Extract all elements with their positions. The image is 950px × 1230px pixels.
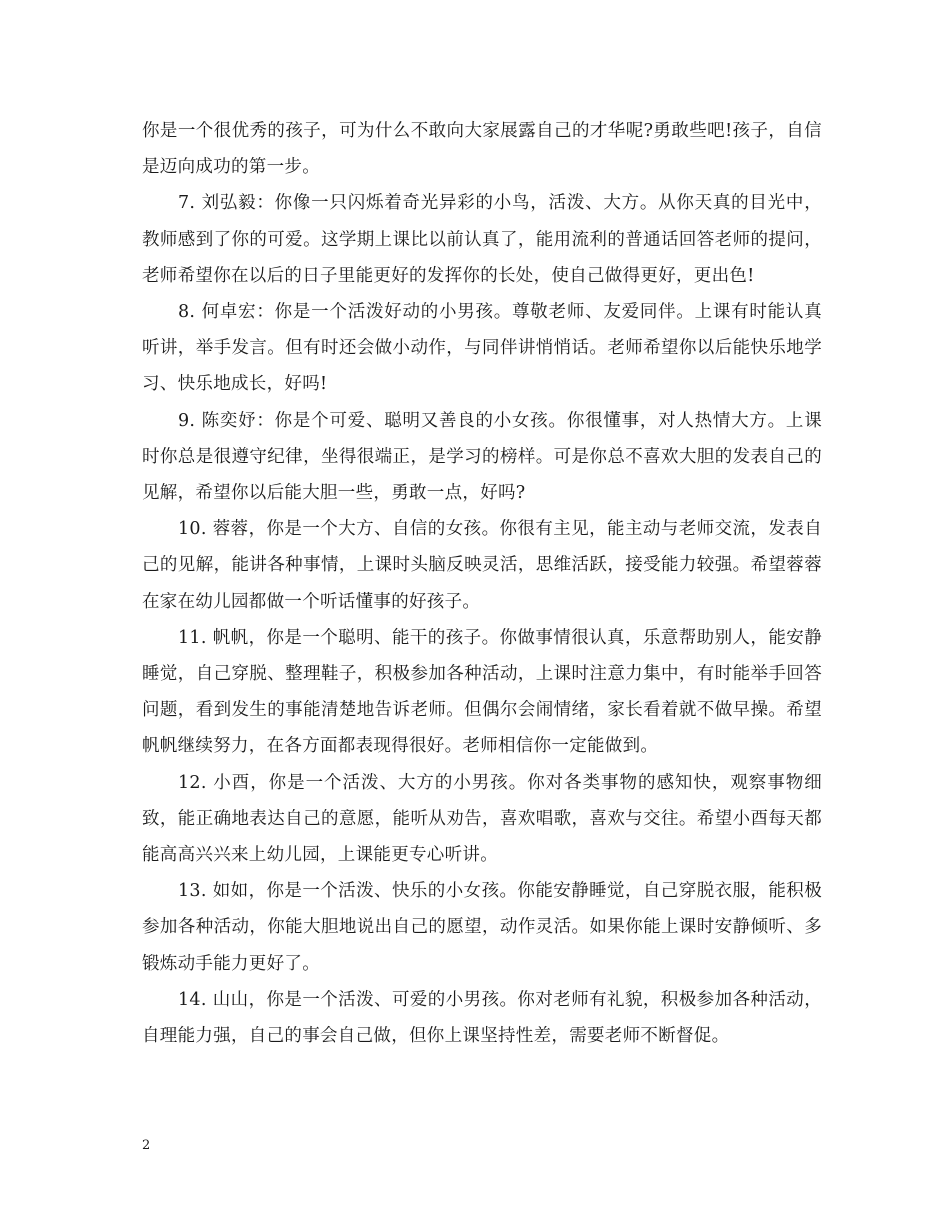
document-body: [142, 113, 822, 1054]
paragraph-comment-10: 10. 蓉蓉，你是一个大方、自信的女孩。你很有主见，能主动与老师交流，发表自己的见解，能讲各种事情，上课时头脑反映灵活，思维活跃，接受能力较强。希望蓉蓉在家在幼儿园都做一个听话懂事的好孩子。: [142, 519, 822, 612]
paragraph-continuation: 你是一个很优秀的孩子，可为什么不敢向大家展露自己的才华呢?勇敢些吧!孩子，自信是迈向成功的第一步。: [142, 121, 822, 178]
paragraph-comment-9: 9. 陈奕妤：你是个可爱、聪明又善良的小女孩。你很懂事，对人热情大方。上课时你总是很遵守纪律，坐得很端正，是学习的榜样。可是你总不喜欢大胆的发表自己的见解，希望你以后能大胆一些，勇敢一点，好吗?: [142, 410, 822, 504]
paragraph-comment-11: 11. 帆帆，你是一个聪明、能干的孩子。你做事情很认真，乐意帮助别人，能安静睡觉，自己穿脱、整理鞋子，积极参加各种活动，上课时注意力集中，有时能举手回答问题，看到发生的事能清楚地告诉老师。但偶尔会闹情绪，家长看着就不做早操。希望帆帆继续努力，在各方面都表现得很好。老师相信你一定能做到。: [142, 627, 822, 757]
paragraph-comment-8: 8. 何卓宏：你是一个活泼好动的小男孩。尊敬老师、友爱同伴。上课有时能认真听讲，举手发言。但有时还会做小动作，与同伴讲悄悄话。老师希望你以后能快乐地学习、快乐地成长，好吗!: [142, 302, 822, 395]
paragraph-comment-14: 14. 山山，你是一个活泼、可爱的小男孩。你对老师有礼貌，积极参加各种活动， 自理能力强，自己的事会自己做，但你上课坚持性差，需要老师不断督促。: [142, 989, 822, 1047]
page-number: 2: [142, 1138, 151, 1153]
paragraph-comment-13: 13. 如如，你是一个活泼、快乐的小女孩。你能安静睡觉，自己穿脱衣服，能积极参加各种活动，你能大胆地说出自己的愿望，动作灵活。如果你能上课时安静倾听、多锻炼动手能力更好了。: [142, 881, 822, 974]
paragraph-comment-7: 7. 刘弘毅：你像一只闪烁着奇光异彩的小鸟，活泼、大方。从你天真的目光中，教师感到了你的可爱。这学期上课比以前认真了，能用流利的普通话回答老师的提问，老师希望你在以后的日子里能更好的发挥你的长处，使自己做得更好，更出色!: [142, 193, 822, 286]
paragraph-comment-12: 12. 小酉，你是一个活泼、大方的小男孩。你对各类事物的感知快，观察事物细致，能正确地表达自己的意愿，能听从劝告，喜欢唱歌，喜欢与交往。希望小酉每天都能高高兴兴来上幼儿园，上课能更专心听讲。: [142, 772, 822, 866]
